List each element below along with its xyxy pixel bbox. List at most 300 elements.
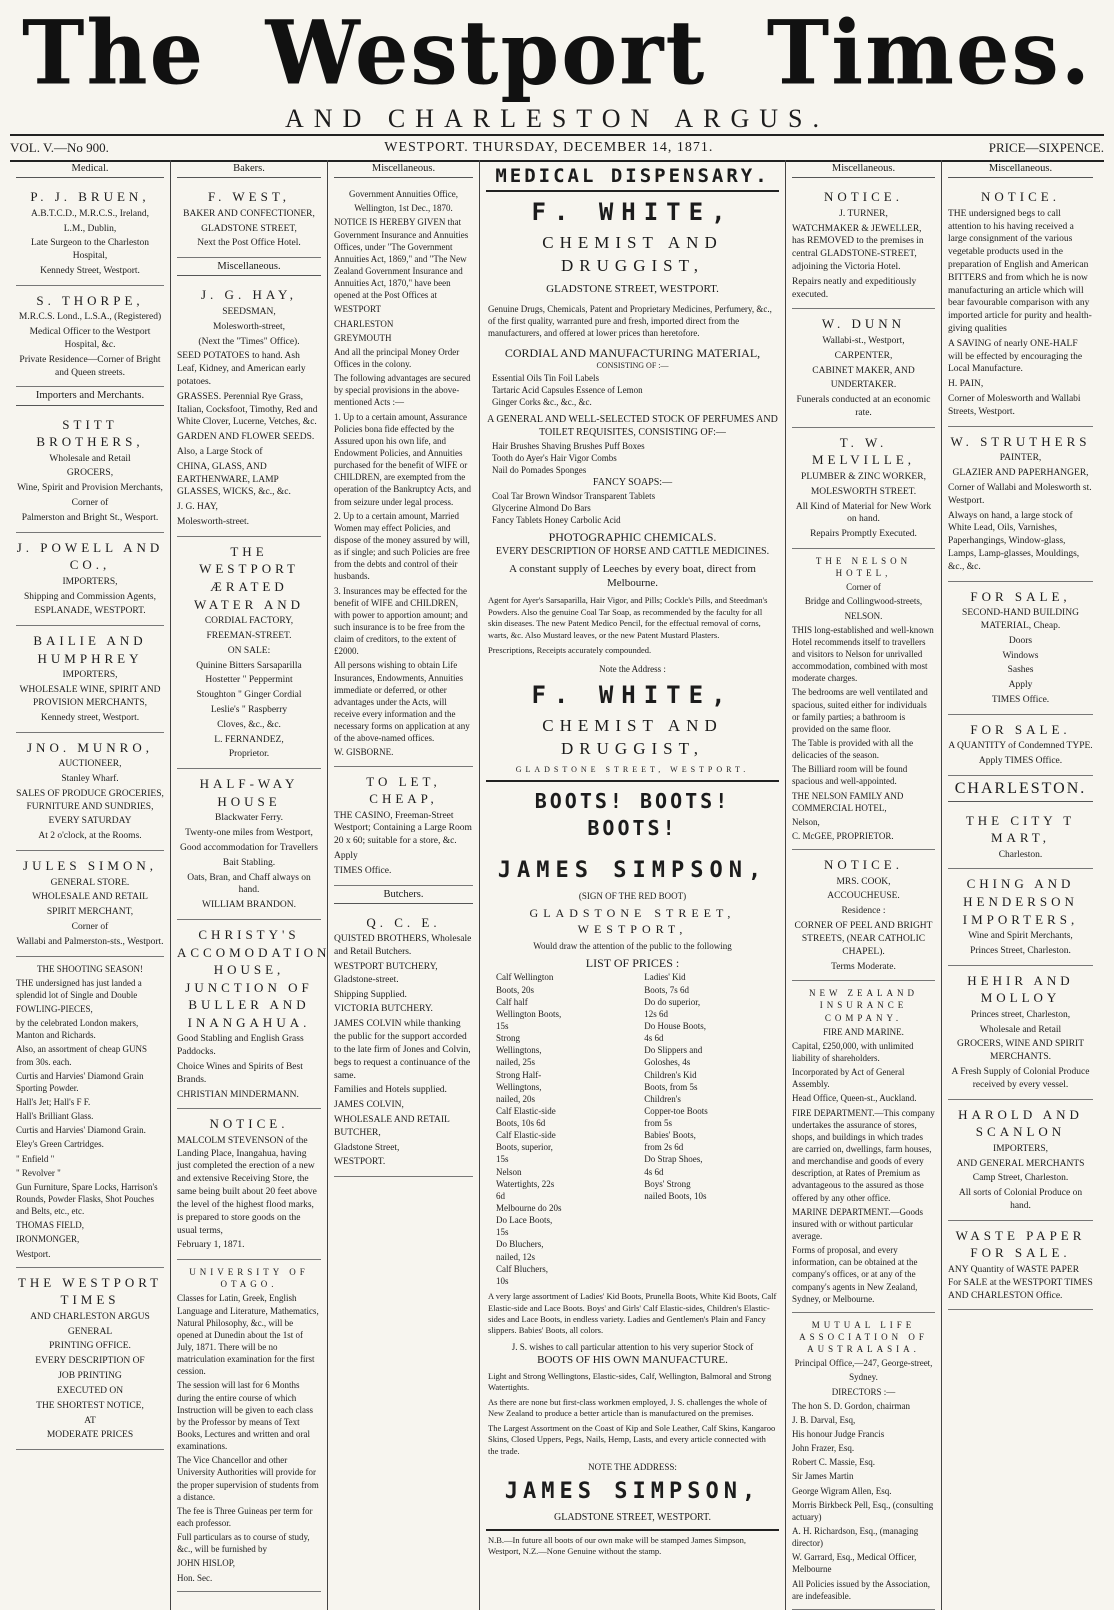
ad-powell bbox=[16, 533, 164, 627]
section-medical: Medical. bbox=[16, 162, 164, 178]
material-row: Essential Oils Tin Foil Labels bbox=[492, 373, 600, 384]
ad-stevenson-notice-line: February 1, 1871. bbox=[177, 1240, 245, 1251]
ad-munro-line: Stanley Wharf. bbox=[61, 773, 119, 784]
masthead-word-1: The bbox=[22, 0, 206, 104]
price-row: Do do superior, 12s 6d bbox=[644, 996, 701, 1019]
column-2 bbox=[171, 160, 331, 1610]
price-row: Boys' Strong nailed Boots, 10s bbox=[644, 1178, 707, 1201]
ad-aerated-water-line: L. FERNANDEZ, bbox=[214, 734, 284, 745]
ad-harold-line: All sorts of Colonial Produce on hand. bbox=[958, 1188, 1083, 1212]
ad-hay-line: Also, a Large Stock of bbox=[177, 447, 263, 457]
ad-shooting-line: Curtis and Harvies' Diamond Grain. bbox=[16, 1125, 146, 1136]
ad-printing-office-line: EVERY DESCRIPTION OF bbox=[35, 1356, 145, 1367]
ad-baillie-line: WHOLESALE WINE, SPIRIT AND PROVISION MERCHANTS, bbox=[19, 685, 161, 708]
ad-west-line: GLADSTONE STREET, bbox=[201, 223, 297, 234]
ad-thorpe-line: M.R.C.S. Lond., L.S.A., (Registered) bbox=[18, 312, 162, 323]
ad-mutual-life-line: His honour Judge Francis bbox=[792, 1428, 885, 1439]
largest-text: The Largest Assortment on the Coast of Kip and Sole Leather, Calf Skins, Kangaroo Skins, Closed Uppers, Pegs, Nails, Hemp, Lasts, and every article connected with the trade. bbox=[488, 1422, 776, 1456]
volume-number: VOL. V.—No 900. bbox=[10, 140, 109, 155]
ad-printing-office bbox=[16, 1268, 164, 1450]
ad-aerated-water-line: THE WESTPORT ÆRATED WATER AND bbox=[193, 543, 305, 612]
ad-nelson-hotel-line: C. McGEE, PROPRIETOR. bbox=[792, 830, 894, 841]
ad-nelson-hotel-line: Corner of bbox=[846, 582, 881, 593]
assortment-text: A very large assortment of Ladies' Kid Boots, Prunella Boots, White Kid Boots, Calf Elastic-side and Lace Boots. Boys' and Girls' Calf Elastic-sides, Children's Elastic-sides and Lace Boots, in endless variety. Ladies and Gentlemen's Plain and Fancy slippers. Babies' Boots, all colors. bbox=[488, 1291, 777, 1336]
simpson-address-2: GLADSTONE STREET, WESTPORT. bbox=[486, 1511, 779, 1531]
ad-christys-line: CHRISTY'S ACCOMODATION HOUSE, JUNCTION OF BULLER AND INANGAHUA. bbox=[177, 926, 331, 1030]
ad-hehir-line: GROCERS, WINE AND SPIRIT MERCHANTS. bbox=[956, 1039, 1085, 1063]
ad-printing-office-line: THE SHORTEST NOTICE, bbox=[36, 1400, 144, 1411]
agent-text: Agent for Ayer's Sarsaparilla, Hair Vigor, and Pills; Cockle's Pills, and Steedman's Powders. Also the genuine Coal Tar Soap, as recommended by the faculty for all skin diseases. The new Patent Medico Pencil, for the effectual removal of corns, warts, &c. Also Mustard leaves, or the new Patent Mustard Plasters. bbox=[488, 595, 768, 640]
ad-waste-paper-line: WASTE PAPER FOR SALE. bbox=[955, 1227, 1086, 1261]
ad-hay-line: GRASSES. Perennial Rye Grass, Italian, Cocksfoot, Timothy, Red and White Clover, Lucerne, Vetches, &c. bbox=[177, 391, 318, 428]
ad-otago-line: UNIVERSITY OF OTAGO. bbox=[189, 1267, 309, 1290]
ad-for-sale-materials-line: Sashes bbox=[1007, 665, 1034, 676]
ad-nelson-hotel-line: NELSON. bbox=[844, 610, 883, 621]
ad-annuities-line: NOTICE IS HEREBY GIVEN that Government Insurance and Annuities Offices, under "The Government Annuities Act, 1869," and "The New Zealand Government Insurance and Annuities Act, 1870," have been opened at the Post Offices at bbox=[334, 217, 469, 301]
ad-casino-line: TIMES Office. bbox=[334, 865, 392, 876]
ad-casino-line: TO LET, CHEAP, bbox=[366, 773, 441, 807]
ad-thorpe bbox=[16, 286, 164, 388]
price-row: Ladies' Kid Boots, 7s 6d bbox=[644, 972, 689, 995]
soap-row: Glycerine Almond Do Bars bbox=[492, 502, 591, 513]
simpson-name: JAMES SIMPSON, bbox=[497, 857, 768, 883]
section-misc: Miscellaneous. bbox=[792, 162, 935, 178]
ad-ching-line: Wine and Spirit Merchants, bbox=[968, 931, 1073, 942]
ad-mutual-life-line: Robert C. Massie, Esq. bbox=[792, 1457, 875, 1468]
ad-annuities-line: CHARLESTON bbox=[334, 318, 394, 329]
price-row: Calf Elastic-side Boots, superior, 15s bbox=[496, 1130, 556, 1165]
chemist-address: GLADSTONE STREET, WESTPORT. bbox=[546, 282, 719, 295]
ad-harold-line: Camp Street, Charleston. bbox=[972, 1173, 1069, 1184]
price-list bbox=[486, 971, 779, 1287]
ad-mutual-life-line: George Wigram Allen, Esq. bbox=[792, 1485, 892, 1496]
toilet-row: Hair Brushes Shaving Brushes Puff Boxes bbox=[492, 440, 645, 451]
ad-dunn-line: CARPENTER, bbox=[834, 350, 893, 361]
ad-shooting-line: Gun Furniture, Spare Locks, Harrison's Rounds, Powder Flasks, Shot Pouches and Belts, etc., etc. bbox=[16, 1181, 158, 1217]
ad-aerated-water-line: Quinine Bitters Sarsaparilla bbox=[196, 660, 302, 671]
ad-otago-line: JOHN HISLOP, bbox=[177, 1558, 236, 1569]
price-row: Do House Boots, 4s 6d bbox=[644, 1020, 706, 1044]
column-5 bbox=[786, 160, 942, 1610]
ad-stitt-line: Wine, Spirit and Provision Merchants, bbox=[17, 483, 163, 494]
ad-tmart bbox=[948, 806, 1093, 870]
ad-cook-line: ACCOUCHEUSE. bbox=[827, 891, 900, 902]
ad-for-sale-materials bbox=[948, 582, 1093, 715]
ad-hay-line: J. G. HAY, bbox=[201, 287, 297, 303]
ad-stitt-line: GROCERS, bbox=[66, 468, 114, 479]
price-row: Babies' Boots, from 2s 6d bbox=[644, 1130, 696, 1153]
section-charleston: CHARLESTON. bbox=[948, 778, 1093, 802]
ad-otago-line: The session will last for 6 Months during the entire course of which Instruction will be given to each class by the Professor by means of Text Books, Lectures and written and oral examinations. bbox=[177, 1380, 313, 1452]
stamp-note: N.B.—In future all boots of our own make will be stamped James Simpson, Westport, N.Z.—None Genuine without the stamp. bbox=[488, 1534, 747, 1556]
consisting-label: CONSISTING OF :— bbox=[596, 361, 669, 371]
ad-munro bbox=[16, 733, 164, 851]
ad-nelson-hotel-line: THIS long-established and well-known Hotel recommends itself to travellers and visitors to Nelson for unrivalled accommodation, combined with most moderate charges. bbox=[792, 624, 934, 684]
ad-for-sale-materials-line: FOR SALE, bbox=[970, 588, 1071, 604]
ad-tmart-line: Charleston. bbox=[998, 849, 1043, 860]
ad-pain-notice bbox=[948, 182, 1093, 427]
ad-nelson-hotel-line: The bedrooms are well ventilated and spacious, suited either for individuals or family parties; a bathroom is provided on the same floor. bbox=[792, 687, 928, 734]
ad-printing-office-line: EXECUTED ON bbox=[56, 1385, 124, 1396]
boots-heading: BOOTS! BOOTS! BOOTS! bbox=[534, 788, 731, 840]
ad-turner-line: WATCHMAKER & JEWELLER, has REMOVED to the premises in central GLADSTONE-STREET, adjoining the Victoria Hotel. bbox=[792, 223, 924, 272]
ad-west-line: BAKER AND CONFECTIONER, bbox=[183, 208, 315, 219]
ad-aerated-water-line: CORDIAL FACTORY, bbox=[204, 616, 294, 627]
attention-text: Would draw the attention of the public to the following bbox=[533, 941, 732, 952]
ad-bruen-line: A.B.T.C.D., M.R.C.S., Ireland, bbox=[30, 208, 150, 219]
ad-munro-line: JNO. MUNRO, bbox=[27, 739, 153, 755]
ad-struthers-line: GLAZIER AND PAPERHANGER, bbox=[952, 468, 1089, 479]
ad-for-sale-type-line: A QUANTITY of Condemned TYPE. bbox=[948, 741, 1093, 752]
ad-hay-line: GARDEN AND FLOWER SEEDS. bbox=[177, 432, 315, 443]
ad-pain-notice-line: THE undersigned begs to call attention to his having received a large consignment of the various vegetable products used in the preparation of English and American BITTERS and from which he is now manufacturing an article which will bear favourable comparison with any imported article for purity and health-giving qualities bbox=[948, 208, 1092, 335]
ad-annuities-line: All persons wishing to obtain Life Insurances, Endowments, Annuities immediate or deferred, or other advantages under the Acts, will receive every information and the necessary forms on application at any of the above-named offices. bbox=[334, 660, 470, 744]
ad-shooting-line: Also, an assortment of cheap GUNS from 30s. each. bbox=[16, 1044, 147, 1067]
ad-printing-office-line: THE WESTPORT TIMES bbox=[17, 1274, 163, 1308]
ad-melville-line: MOLESWORTH STREET. bbox=[810, 486, 917, 497]
ad-dunn-line: UNDERTAKER. bbox=[830, 380, 897, 391]
ad-tmart-line: THE CITY T MART, bbox=[965, 812, 1076, 846]
ad-butchers-line: JAMES COLVIN, bbox=[334, 1100, 404, 1111]
ad-casino-line: Apply bbox=[334, 851, 358, 862]
ad-powell-line: J. POWELL AND CO., bbox=[16, 539, 164, 573]
ad-hay-line: SEED POTATOES to hand. Ash Leaf, Kidney, and American early potatoes. bbox=[177, 351, 306, 387]
price-row: Melbourne do 20s bbox=[496, 1203, 562, 1214]
chemist-title: CHEMIST AND DRUGGIST, bbox=[542, 233, 723, 275]
ad-ching-line: Princes Street, Charleston. bbox=[970, 945, 1071, 956]
toilet-list bbox=[486, 440, 779, 476]
ad-dunn-line: CABINET MAKER, AND bbox=[812, 365, 915, 376]
ad-struthers-line: W. STRUTHERS bbox=[950, 433, 1091, 449]
ad-baillie bbox=[16, 626, 164, 732]
dispensary-heading: MEDICAL DISPENSARY. bbox=[486, 164, 779, 192]
ad-mutual-life-line: J. B. Darval, Esq, bbox=[792, 1414, 856, 1425]
ad-hay-line: SEEDSMAN, bbox=[222, 306, 276, 317]
section-misc: Miscellaneous. bbox=[948, 162, 1093, 178]
ad-shooting-line: by the celebrated London makers, Manton and Richards. bbox=[16, 1018, 139, 1041]
ad-munro-line: SALES OF PRODUCE GROCERIES, FURNITURE AND SUNDRIES, bbox=[16, 788, 164, 812]
cordial-heading: CORDIAL AND MANUFACTURING MATERIAL, bbox=[504, 346, 761, 361]
ad-shooting-line: FOWLING-PIECES, bbox=[16, 1004, 93, 1015]
price-row: Calf Wellington Boots, 20s bbox=[496, 972, 554, 995]
ad-mutual-life-line: MUTUAL LIFE ASSOCIATION OF AUSTRALASIA. bbox=[799, 1319, 928, 1355]
ad-bruen-line: L.M., Dublin, bbox=[63, 223, 117, 234]
price-row: Calf half Wellington Boots, 15s bbox=[496, 996, 562, 1031]
ad-mutual-life-line: Sir James Martin bbox=[792, 1471, 854, 1482]
simpson-address: GLADSTONE STREET, WESTPORT, bbox=[529, 905, 736, 936]
section-misc: Miscellaneous. bbox=[177, 260, 321, 276]
ad-hehir-line: A Fresh Supply of Colonial Produce received by every vessel. bbox=[951, 1067, 1090, 1090]
ad-for-sale-type bbox=[948, 715, 1093, 776]
perfumes-heading: A GENERAL AND WELL-SELECTED STOCK OF PERFUMES AND TOILET REQUISITES, CONSISTING OF:— bbox=[487, 413, 778, 439]
ad-nelson-hotel-line: Bridge and Collingwood-streets, bbox=[804, 596, 923, 607]
ad-for-sale-type-line: Apply TIMES Office. bbox=[978, 756, 1063, 767]
ad-printing-office-line: GENERAL bbox=[67, 1326, 113, 1337]
toilet-row: Tooth do Ayer's Hair Vigor Combs bbox=[492, 452, 617, 463]
ad-otago-line: Full particulars as to course of study, &c., will be furnished by bbox=[177, 1532, 310, 1555]
ad-mutual-life-line: W. Garrard, Esq., Medical Officer, Melbourne bbox=[792, 1552, 917, 1575]
chemist-address-2: GLADSTONE STREET, WESTPORT. bbox=[486, 765, 779, 782]
ad-mutual-life-line: Sydney. bbox=[849, 1372, 878, 1383]
column-6 bbox=[942, 160, 1099, 1610]
ad-west bbox=[177, 182, 321, 258]
ad-nelson-hotel bbox=[792, 549, 935, 850]
ad-cook bbox=[792, 850, 935, 981]
ad-annuities-line: The following advantages are secured by special provisions in the above-mentioned Acts :— bbox=[334, 373, 471, 408]
ad-aerated-water-line: ON SALE: bbox=[227, 645, 271, 656]
chemist-intro: Genuine Drugs, Chemicals, Patent and Proprietary Medicines, Perfumery, &c., of the first quality, warranted pure and fresh, imported direct from the manufacturers, and offered at lower prices than heretofore. bbox=[488, 303, 772, 339]
soap-row: Fancy Tablets Honey Carbolic Acid bbox=[492, 514, 621, 525]
price-row: Children's Kid Boots, from 5s bbox=[644, 1069, 698, 1092]
note-address: Note the Address : bbox=[599, 663, 666, 674]
material-row: Tartaric Acid Capsules Essence of Lemon bbox=[492, 385, 643, 396]
ad-simon-line: Corner of bbox=[71, 922, 109, 932]
ad-aerated-water-line: Hostetter " Peppermint bbox=[205, 675, 293, 686]
ad-christys-line: Good Stabling and English Grass Paddocks. bbox=[177, 1034, 304, 1058]
chemist-name-2: F. WHITE, bbox=[531, 680, 734, 709]
ad-printing-office-line: JOB PRINTING bbox=[58, 1371, 122, 1382]
ad-shooting-line: Eley's Green Cartridges. bbox=[16, 1139, 104, 1150]
ad-halfway-house-line: Blackwater Ferry. bbox=[215, 813, 283, 824]
masthead-title bbox=[0, 0, 1114, 104]
ad-struthers-line: PAINTER, bbox=[999, 453, 1042, 464]
ad-hay-line: CHINA, GLASS, AND EARTHENWARE, LAMP GLASSES, WICKS, &c., &c. bbox=[177, 461, 291, 498]
ad-cook-line: Terms Moderate. bbox=[831, 961, 896, 972]
ad-powell-line: Shipping and Commission Agents, bbox=[24, 591, 156, 602]
ad-for-sale-materials-line: TIMES Office. bbox=[991, 695, 1050, 705]
ad-otago-line: Hon. Sec. bbox=[177, 1572, 213, 1583]
ad-powell-line: IMPORTERS, bbox=[62, 576, 118, 587]
ad-simon-line: Wallabi and Palmerston-sts., Westport. bbox=[16, 936, 164, 947]
ad-annuities-line: W. GISBORNE. bbox=[334, 747, 394, 758]
ad-hay-line: Molesworth-street. bbox=[177, 517, 250, 528]
ad-melville-line: Repairs Promptly Executed. bbox=[810, 529, 917, 540]
ad-powell-line: ESPLANADE, WESTPORT. bbox=[34, 606, 146, 617]
ad-printing-office-line: AND CHARLESTON ARGUS bbox=[30, 1311, 150, 1322]
price-row: Do Lace Boots, 15s bbox=[496, 1215, 553, 1238]
horse-heading: EVERY DESCRIPTION OF HORSE AND CATTLE MEDICINES. bbox=[495, 546, 770, 558]
ad-hehir bbox=[948, 966, 1093, 1100]
prescriptions-text: Prescriptions, Receipts accurately compounded. bbox=[488, 645, 652, 656]
ad-halfway-house-line: Good accommodation for Travellers bbox=[180, 842, 318, 853]
red-boot-sign: (SIGN OF THE RED BOOT) bbox=[578, 890, 687, 901]
ad-munro-line: EVERY SATURDAY bbox=[48, 816, 132, 827]
ad-butchers-line: WHOLESALE AND RETAIL BUTCHER, bbox=[334, 1114, 450, 1138]
ad-shooting bbox=[16, 957, 164, 1268]
ad-bruen-line: P. J. BRUEN, bbox=[30, 189, 150, 205]
ad-west-line: Next the Post Office Hotel. bbox=[197, 238, 301, 249]
price-row: Calf Bluchers, 10s bbox=[496, 1263, 548, 1286]
ad-annuities-line: GREYMOUTH bbox=[334, 332, 392, 343]
price-row: Do Strap Shoes, 4s 6d bbox=[644, 1154, 703, 1177]
ad-harold bbox=[948, 1100, 1093, 1221]
ad-shooting-line: IRONMONGER, bbox=[16, 1234, 80, 1245]
column-3 bbox=[328, 160, 480, 1610]
calls-text: J. S. wishes to call particular attention to his very superior Stock of bbox=[511, 1341, 754, 1352]
ad-christys bbox=[177, 920, 331, 1109]
ad-otago-line: The Vice Chancellor and other University Authorities will provide for the proper supervision of students from a distance. bbox=[177, 1455, 319, 1502]
ad-nelson-hotel-line: THE NELSON HOTEL, bbox=[815, 555, 912, 579]
ad-simon-line: GENERAL STORE. bbox=[50, 877, 130, 888]
ad-dunn-line: W. DUNN bbox=[821, 316, 906, 332]
ad-nz-insurance bbox=[792, 981, 935, 1313]
ad-printing-office-line: PRINTING OFFICE. bbox=[49, 1341, 131, 1352]
ad-christys-line: CHRISTIAN MINDERMANN. bbox=[177, 1089, 299, 1100]
ad-stevenson-notice-line: NOTICE. bbox=[209, 1116, 289, 1132]
ad-struthers-line: Corner of Wallabi and Molesworth st. Westport. bbox=[948, 482, 1092, 506]
ad-bruen-line: Late Surgeon to the Charleston Hospital, bbox=[30, 238, 150, 262]
ad-annuities-line: WESTPORT bbox=[334, 304, 381, 315]
ad-simon-line: JULES SIMON, bbox=[23, 858, 157, 874]
masthead-word-3: Times. bbox=[766, 0, 1092, 104]
soaps-heading: FANCY SOAPS:— bbox=[592, 477, 673, 488]
ad-mutual-life-line: John Frazer, Esq. bbox=[792, 1443, 855, 1454]
ad-turner-line: Repairs neatly and expeditiously executed. bbox=[792, 276, 917, 300]
ad-aerated-water-line: Proprietor. bbox=[228, 749, 270, 760]
ad-otago bbox=[177, 1260, 321, 1592]
ad-struthers bbox=[948, 427, 1093, 582]
ad-cook-line: NOTICE. bbox=[824, 857, 903, 873]
ad-cook-line: MRS. COOK, bbox=[836, 876, 891, 887]
ad-baillie-line: BAILIE AND HUMPHREY bbox=[33, 633, 147, 666]
ad-baillie-line: IMPORTERS, bbox=[62, 670, 118, 681]
price-list-right bbox=[638, 971, 775, 1287]
materials-list bbox=[486, 372, 779, 408]
ad-harold-line: IMPORTERS, bbox=[992, 1143, 1049, 1154]
price-list-left bbox=[490, 971, 627, 1287]
ad-dunn-line: Funerals conducted at an economic rate. bbox=[796, 395, 931, 419]
ad-stitt-line: Wholesale and Retail bbox=[49, 453, 131, 464]
ad-butchers-line: Gladstone Street, bbox=[334, 1142, 400, 1153]
ad-for-sale-type-line: FOR SALE. bbox=[970, 721, 1071, 737]
section-bakers: Bakers. bbox=[177, 162, 321, 178]
ad-melville-line: PLUMBER & ZINC WORKER, bbox=[801, 471, 926, 482]
section-misc: Miscellaneous. bbox=[334, 162, 473, 178]
ad-shooting-line: " Enfield " bbox=[16, 1153, 55, 1164]
ad-dunn-line: Wallabi-st., Westport, bbox=[822, 335, 905, 346]
ad-butchers-line: Q. C. E. bbox=[366, 914, 441, 930]
challenge-text: As there are none but first-class workmen employed, J. S. challenges the whole of New Zealand to produce a better article than is manufactured on the premises. bbox=[488, 1396, 768, 1419]
price-row: Children's Copper-toe Boots from 5s bbox=[644, 1093, 708, 1129]
ad-annuities-line: Wellington, 1st Dec., 1870. bbox=[354, 203, 453, 214]
ad-for-sale-materials-line: Windows bbox=[1002, 650, 1039, 661]
ad-melville-line: T. W. MELVILLE, bbox=[811, 434, 916, 468]
ad-butchers-line: Families and Hotels supplied. bbox=[334, 1085, 447, 1096]
ad-hehir-line: HEHIR AND MOLLOY bbox=[967, 972, 1074, 1006]
ad-hay-line: (Next the "Times" Office). bbox=[198, 336, 300, 347]
ad-stitt-line: Palmerston and Bright St., Wesport. bbox=[21, 512, 159, 523]
ad-pain-notice-line: Corner of Molesworth and Wallabi Streets, Westport. bbox=[948, 394, 1081, 417]
price-row: Do Bluchers, nailed, 12s bbox=[496, 1239, 544, 1262]
strong-text: Light and Strong Wellingtons, Elastic-sides, Calf, Wellington, Balmoral and Strong Watertights. bbox=[488, 1370, 772, 1393]
ad-aerated-water-line: Leslie's " Raspberry bbox=[210, 704, 288, 715]
ad-printing-office-line: AT bbox=[84, 1415, 96, 1426]
ad-halfway-house-line: HALF-WAY HOUSE bbox=[199, 776, 299, 809]
ad-nz-insurance-line: NEW ZEALAND INSURANCE COMPANY. bbox=[808, 988, 919, 1023]
material-row: Ginger Corks &c., &c., &c. bbox=[492, 397, 592, 408]
ad-hay-line: Molesworth-street, bbox=[212, 321, 286, 332]
column-1 bbox=[10, 160, 171, 1610]
ad-printing-office-line: MODERATE PRICES bbox=[46, 1430, 134, 1441]
ad-aerated-water-line: FREEMAN-STREET. bbox=[206, 630, 292, 641]
ad-butchers-line: Shipping Supplied. bbox=[334, 989, 407, 1000]
ad-melville bbox=[792, 428, 935, 549]
ad-bruen bbox=[16, 182, 164, 286]
ad-thorpe-line: Medical Officer to the Westport Hospital, &c. bbox=[29, 327, 151, 350]
column-4 bbox=[480, 160, 786, 1610]
ad-cook-line: CORNER OF PEEL AND BRIGHT STREETS, (NEAR CATHOLIC CHAPEL). bbox=[794, 921, 933, 957]
toilet-row: Nail do Pomades Sponges bbox=[492, 464, 587, 475]
ad-stevenson-notice bbox=[177, 1109, 321, 1260]
ad-struthers-line: Always on hand, a large stock of White Lead, Oils, Varnishes, Paperhangings, Window-glass, Lamps, Lamp-glasses, Mouldings, &c., &c. bbox=[948, 510, 1080, 572]
ad-halfway-house-line: Twenty-one miles from Westport, bbox=[185, 828, 313, 839]
section-importers: Importers and Merchants. bbox=[16, 389, 164, 405]
ad-for-sale-materials-line: Doors bbox=[1008, 635, 1033, 646]
ad-casino-line: THE CASINO, Freeman-Street Westport; Containing a Large Room 20 x 60; suitable for a store, &c. bbox=[334, 810, 472, 847]
ad-annuities-line: 1. Up to a certain amount, Assurance Policies bona fide effected by the Assured upon his own life, and Endowment Policies, and Annuities purchased for the benefit of WIFE or CHILDREN, are exempted from the operation of the Bankruptcy Acts, and from seizure under legal process. bbox=[334, 411, 471, 507]
ad-hay-line: J. G. HAY, bbox=[177, 502, 218, 513]
note-address-2: NOTE THE ADDRESS: bbox=[588, 1462, 677, 1473]
ad-butchers-line: VICTORIA BUTCHERY. bbox=[334, 1004, 433, 1015]
ad-casino bbox=[334, 767, 473, 886]
chemist-title-2: CHEMIST AND DRUGGIST, bbox=[542, 716, 723, 759]
ad-shooting-line: THOMAS FIELD, bbox=[16, 1220, 85, 1231]
ad-nz-insurance-line: Incorporated by Act of General Assembly. bbox=[792, 1067, 905, 1090]
ad-nz-insurance-line: Forms of proposal, and every information, can be obtained at the company's offices, or at any of the company's agents in New Zealand, Sydney, or Melbourne. bbox=[792, 1245, 918, 1304]
ad-halfway-house-line: WILLIAM BRANDON. bbox=[202, 900, 296, 911]
ad-hehir-line: Princes street, Charleston, bbox=[970, 1009, 1071, 1020]
ad-shooting-line: Hall's Brilliant Glass. bbox=[16, 1111, 94, 1122]
soap-list bbox=[486, 490, 779, 526]
ad-aerated-water-line: Cloves, &c., &c. bbox=[217, 719, 281, 730]
ad-nelson-hotel-line: The Billiard room will be found spacious and well-appointed. bbox=[792, 764, 908, 787]
ad-stitt-line: STITT BROTHERS, bbox=[36, 416, 144, 450]
ad-annuities-line: And all the principal Money Order Offices in the colony. bbox=[334, 346, 460, 369]
own-manufacture: BOOTS OF HIS OWN MANUFACTURE. bbox=[537, 1354, 728, 1367]
ad-nz-insurance-line: FIRE DEPARTMENT.—This company undertakes the assurance of stores, shops, and buildings in which trades are carried on, dwellings, farm houses, and merchandise and goods of every description, at Rates of Premium as advantageous to the assured as those offered by any other office. bbox=[792, 1107, 935, 1203]
ad-mutual-life-line: Morris Birkbeck Pell, Esq., (consulting actuary) bbox=[792, 1499, 934, 1522]
ad-stitt-line: Corner of bbox=[71, 498, 109, 509]
ad-annuities-line: 2. Up to a certain amount, Married Women may effect Policies, and dispose of the money assured by will, as if single; and such Policies are free from the debts and control of their husbands. bbox=[334, 510, 470, 582]
ad-mutual-life-line: A. H. Richardson, Esq., (managing director) bbox=[792, 1525, 919, 1549]
ad-nz-insurance-line: Head Office, Queen-st., Auckland. bbox=[792, 1093, 917, 1104]
ad-bruen-line: Kennedy Street, Westport. bbox=[40, 265, 140, 276]
simpson-name-2: JAMES SIMPSON, bbox=[504, 1479, 761, 1505]
dateline bbox=[10, 134, 1104, 162]
ad-christys-line: Choice Wines and Spirits of Best Brands. bbox=[177, 1061, 303, 1085]
ad-halfway-house-line: Oats, Bran, and Chaff always on hand. bbox=[187, 872, 311, 896]
ad-ching-line: CHING AND HENDERSON IMPORTERS, bbox=[962, 876, 1079, 927]
price: PRICE—SIXPENCE. bbox=[988, 140, 1104, 155]
ad-munro-line: AUCTIONEER, bbox=[58, 759, 122, 770]
prices-heading: LIST OF PRICES : bbox=[585, 956, 680, 971]
ad-shooting-line: Hall's Jet; Hall's F F. bbox=[16, 1097, 91, 1108]
price-row: Do Slippers and Goloshes, 4s bbox=[644, 1045, 703, 1068]
ad-harold-line: AND GENERAL MERCHANTS bbox=[956, 1158, 1085, 1169]
ad-aerated-water-line: Stoughton " Ginger Cordial bbox=[196, 690, 302, 701]
ad-annuities-line: Government Annuities Office, bbox=[348, 189, 459, 200]
chemist-name: F. WHITE, bbox=[531, 197, 734, 226]
ad-mutual-life-line: All Policies issued by the Association, are indefeasible. bbox=[792, 1578, 930, 1601]
ad-hehir-line: Wholesale and Retail bbox=[979, 1024, 1062, 1035]
ad-simon-line: SPIRIT MERCHANT, bbox=[46, 907, 134, 918]
ad-waste-paper bbox=[948, 1221, 1093, 1311]
ad-shooting-line: Westport. bbox=[16, 1248, 51, 1259]
ad-for-sale-materials-line: Apply bbox=[1008, 680, 1033, 691]
ad-butchers-line: QUISTED BROTHERS, Wholesale and Retail Butchers. bbox=[334, 934, 472, 958]
ad-stevenson-notice-line: MALCOLM STEVENSON of the Landing Place, Inangahua, having just completed the erection of a new and extensive Receiving Store, the same being built about 20 feet above the level of the highest flood marks, is prepared to store goods on the usual terms, bbox=[177, 1135, 317, 1236]
ad-for-sale-materials-line: SECOND-HAND BUILDING MATERIAL, Cheap. bbox=[962, 608, 1079, 631]
